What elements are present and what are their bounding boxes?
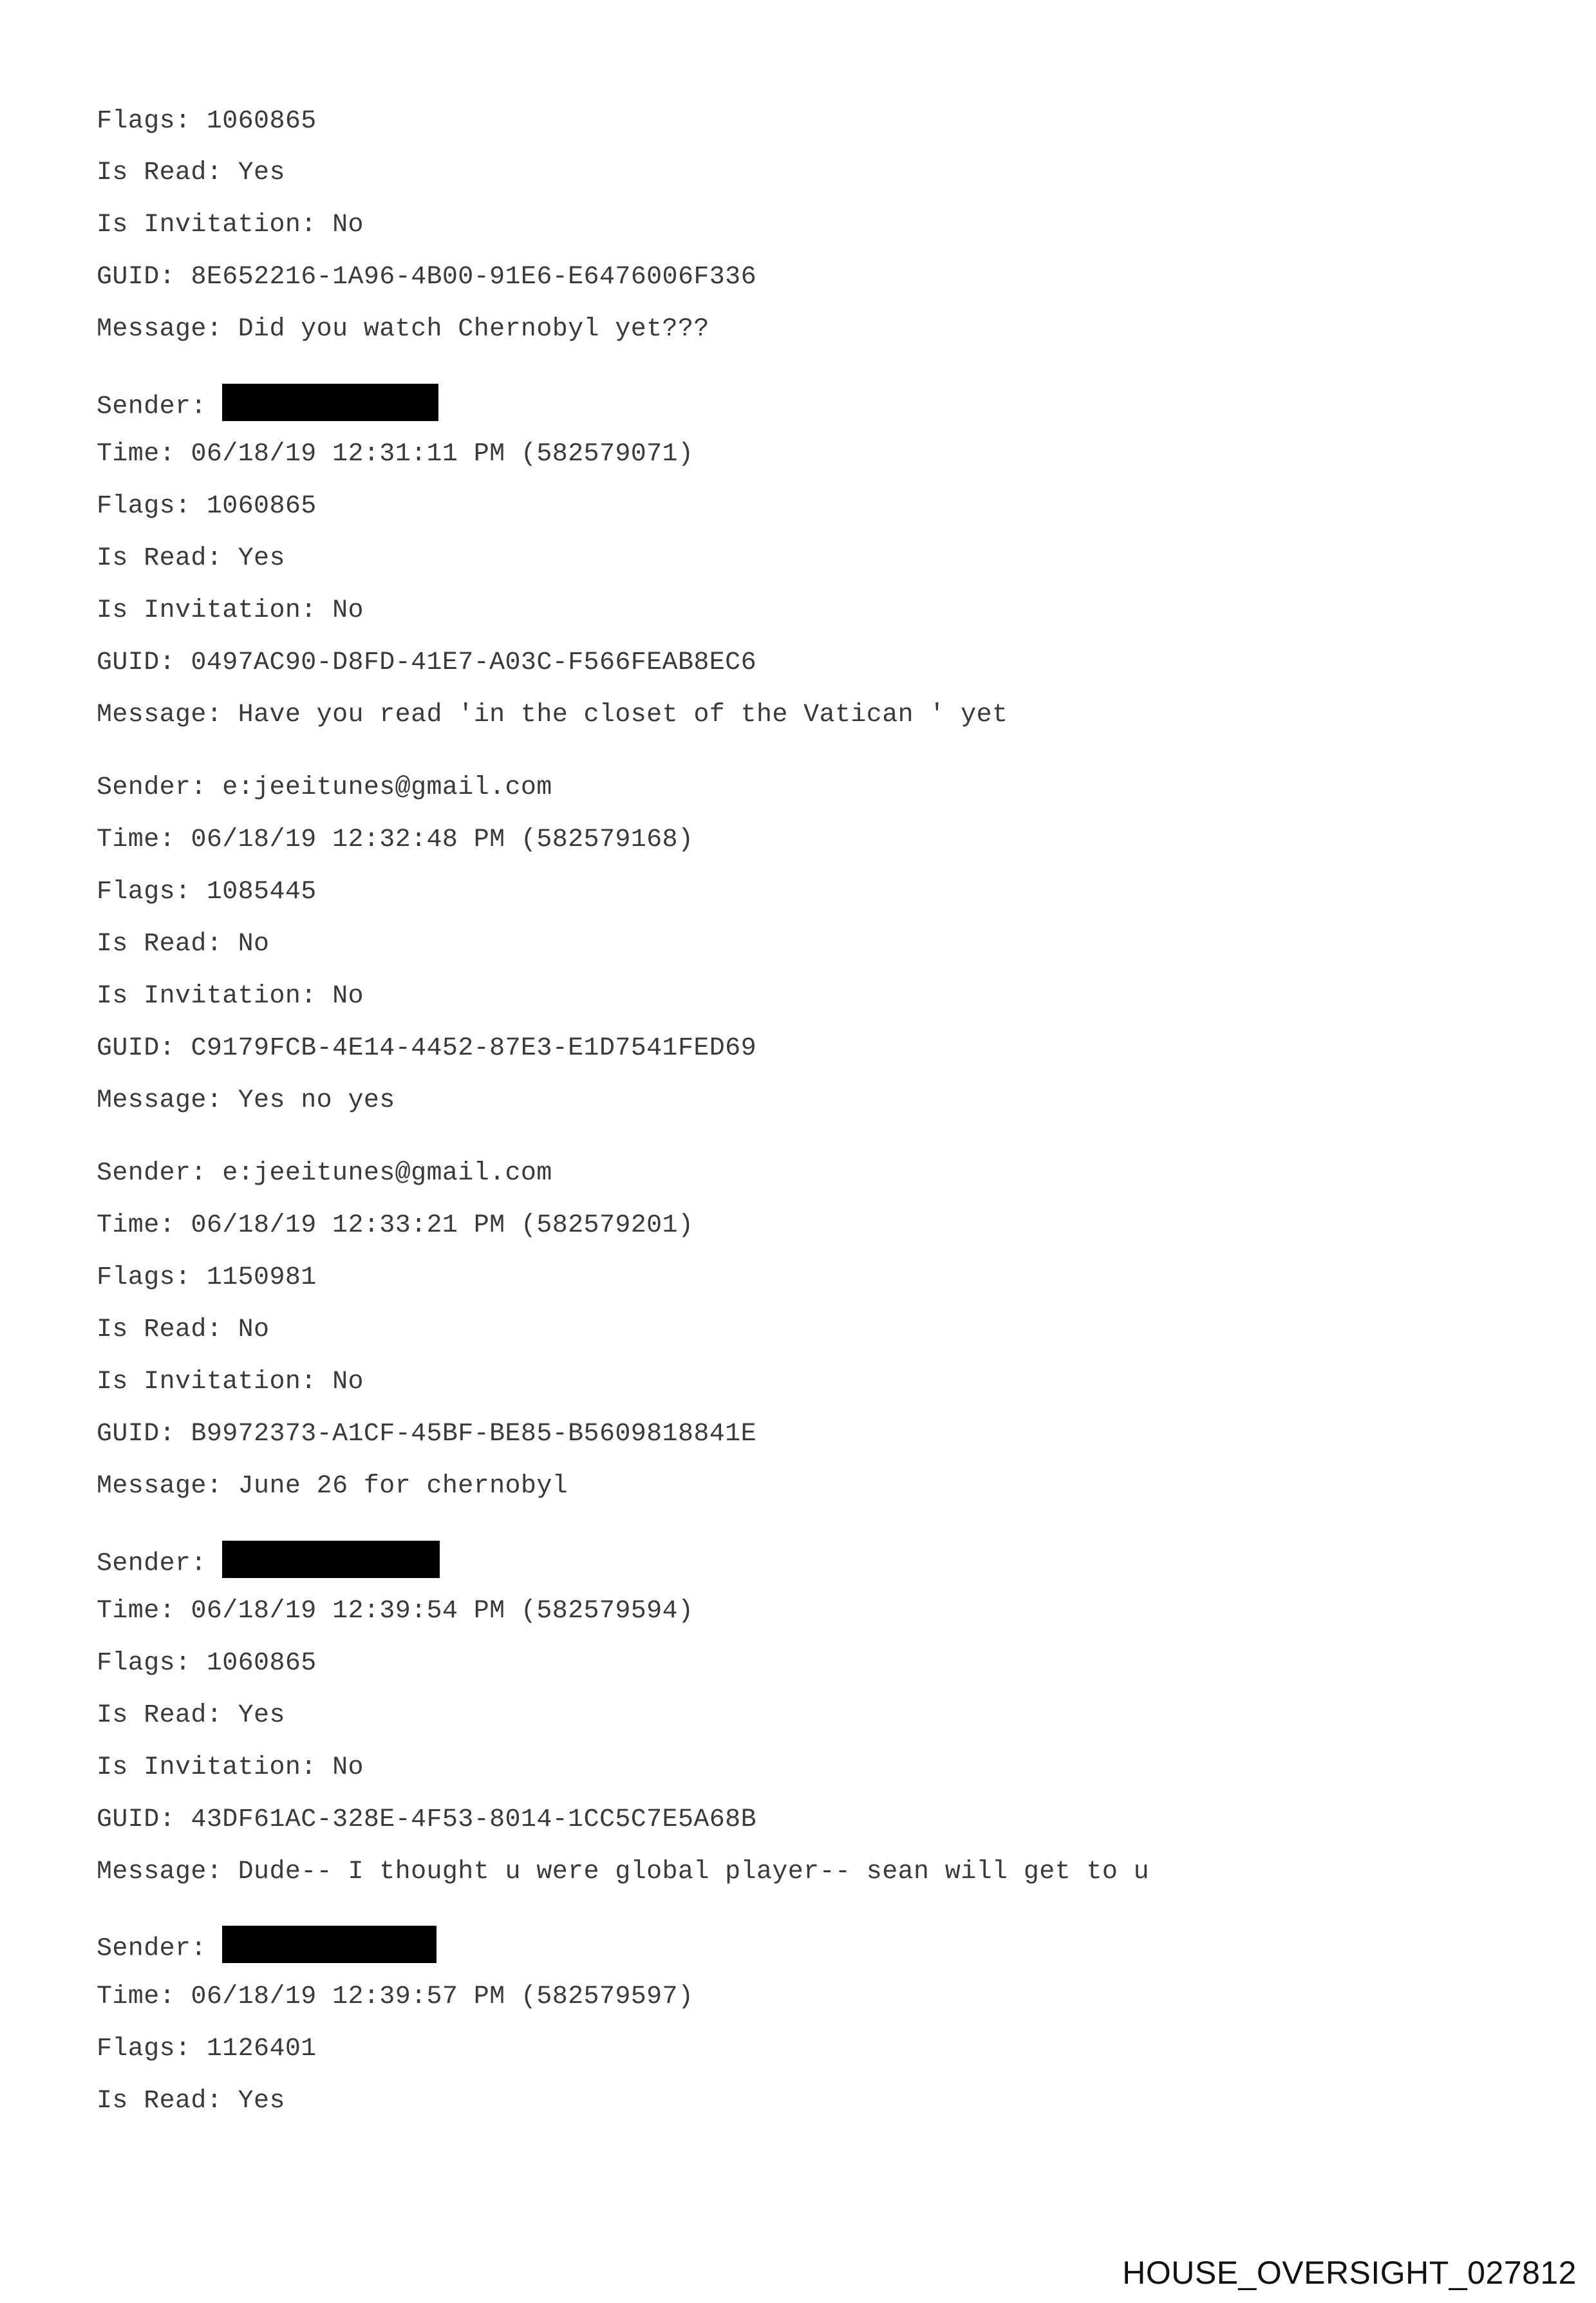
field-label: GUID: [97, 648, 176, 677]
field-label: Flags: [97, 107, 191, 136]
field-line [97, 210, 364, 241]
field-line [97, 1753, 364, 1783]
field-label: Is Invitation: [97, 982, 317, 1011]
field-value: No [332, 596, 364, 625]
field-label: Message: [97, 700, 223, 729]
field-label: Is Read: [97, 2087, 223, 2116]
field-line [97, 1857, 1149, 1888]
field-label: Sender: [97, 392, 207, 422]
field-value: Have you read 'in the closet of the Vatican ' yet [238, 700, 1008, 729]
field-line [97, 648, 756, 679]
field-line [97, 1545, 440, 1582]
redaction-box [222, 1541, 440, 1578]
field-line [97, 877, 317, 908]
field-label: Is Invitation: [97, 1368, 317, 1396]
field-line [97, 1086, 395, 1116]
field-label: Flags: [97, 1649, 191, 1678]
field-value: Did you watch Chernobyl yet??? [238, 315, 709, 344]
field-line [97, 825, 693, 856]
field-label: GUID: [97, 263, 176, 292]
field-value: No [332, 211, 364, 240]
field-label: Is Read: [97, 930, 223, 959]
field-value: No [332, 1753, 364, 1782]
field-line [97, 1648, 317, 1679]
field-line [97, 1033, 756, 1064]
field-value: 1085445 [206, 878, 317, 907]
field-label: GUID: [97, 1805, 176, 1834]
field-label: GUID: [97, 1420, 176, 1449]
field-value: 43DF61AC-328E-4F53-8014-1CC5C7E5A68B [191, 1805, 756, 1834]
field-value: 1126401 [206, 2035, 317, 2063]
field-label: Time: [97, 1211, 176, 1240]
field-line [97, 388, 438, 425]
field-line [97, 439, 693, 470]
field-value: 06/18/19 12:33:21 PM (582579201) [191, 1211, 694, 1240]
field-line [97, 981, 364, 1012]
field-label: Flags: [97, 2035, 191, 2063]
field-value: Yes no yes [238, 1086, 395, 1115]
field-value: No [332, 982, 364, 1011]
field-value: Yes [238, 2087, 285, 2116]
field-line [97, 262, 756, 293]
field-line [97, 158, 285, 189]
field-line [97, 596, 364, 626]
field-label: Sender: [97, 1549, 207, 1579]
field-value: No [238, 1315, 270, 1344]
field-value: No [238, 930, 270, 959]
field-label: Is Invitation: [97, 211, 317, 240]
field-line [97, 106, 317, 137]
field-label: Message: [97, 1857, 223, 1886]
field-label: Flags: [97, 1263, 191, 1292]
field-label: Sender: [97, 773, 207, 802]
field-value: B9972373-A1CF-45BF-BE85-B5609818841E [191, 1420, 756, 1449]
field-value: 1060865 [206, 107, 317, 136]
field-label: Message: [97, 1472, 223, 1501]
field-line [97, 1930, 437, 1967]
field-label: Is Read: [97, 544, 223, 573]
field-label: Time: [97, 440, 176, 469]
field-value: 0497AC90-D8FD-41E7-A03C-F566FEAB8EC6 [191, 648, 756, 677]
field-value: e:jeeitunes@gmail.com [222, 1159, 552, 1188]
field-value: 8E652216-1A96-4B00-91E6-E6476006F336 [191, 263, 756, 292]
field-line [97, 1367, 364, 1398]
field-line [97, 2086, 285, 2117]
field-label: Flags: [97, 878, 191, 907]
field-label: Time: [97, 1982, 176, 2011]
field-line [97, 929, 269, 960]
field-value: Dude-- I thought u were global player-- sean will get to u [238, 1857, 1150, 1886]
field-value: No [332, 1368, 364, 1396]
field-label: Is Read: [97, 158, 223, 187]
field-label: Is Invitation: [97, 1753, 317, 1782]
field-line [97, 1158, 552, 1189]
field-label: Flags: [97, 492, 191, 521]
field-line [97, 543, 285, 574]
field-label: Sender: [97, 1934, 207, 1964]
redaction-box [222, 1926, 437, 1963]
field-value: 06/18/19 12:39:54 PM (582579594) [191, 1597, 694, 1626]
field-label: Is Read: [97, 1701, 223, 1730]
field-line [97, 2034, 317, 2065]
field-label: Time: [97, 1597, 176, 1626]
field-line [97, 1700, 285, 1731]
field-line [97, 1471, 568, 1502]
field-value: Yes [238, 1701, 285, 1730]
field-value: 06/18/19 12:32:48 PM (582579168) [191, 825, 694, 854]
field-value: 1150981 [206, 1263, 317, 1292]
field-label: GUID: [97, 1034, 176, 1063]
field-line [97, 1315, 269, 1346]
field-label: Time: [97, 825, 176, 854]
field-value: 06/18/19 12:39:57 PM (582579597) [191, 1982, 694, 2011]
field-value: June 26 for chernobyl [238, 1472, 568, 1501]
field-line [97, 773, 552, 804]
field-value: C9179FCB-4E14-4452-87E3-E1D7541FED69 [191, 1034, 756, 1063]
field-line [97, 314, 709, 345]
field-value: 1060865 [206, 492, 317, 521]
bates-number: HOUSE_OVERSIGHT_027812 [1122, 2255, 1577, 2291]
field-line [97, 1805, 756, 1836]
redaction-box [222, 384, 438, 421]
field-line [97, 700, 1008, 731]
field-value: 1060865 [206, 1649, 317, 1678]
field-label: Message: [97, 1086, 223, 1115]
field-value: e:jeeitunes@gmail.com [222, 773, 552, 802]
field-line [97, 1210, 693, 1241]
field-line [97, 1982, 693, 2013]
field-line [97, 491, 317, 522]
field-line [97, 1263, 317, 1293]
field-label: Is Invitation: [97, 596, 317, 625]
field-label: Message: [97, 315, 223, 344]
field-value: Yes [238, 544, 285, 573]
field-label: Sender: [97, 1159, 207, 1188]
field-label: Is Read: [97, 1315, 223, 1344]
field-line [97, 1596, 693, 1627]
field-line [97, 1419, 756, 1450]
field-value: Yes [238, 158, 285, 187]
field-value: 06/18/19 12:31:11 PM (582579071) [191, 440, 694, 469]
